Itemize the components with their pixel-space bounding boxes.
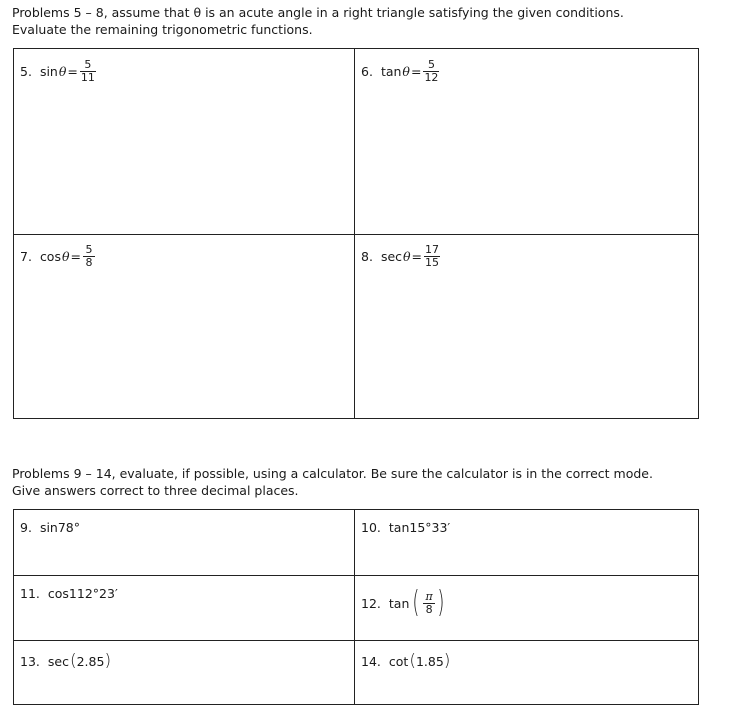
answer-box-6[interactable]	[355, 49, 698, 234]
function-name: cot	[388, 653, 409, 669]
numerator: 5	[84, 58, 92, 71]
problem-8	[361, 244, 440, 269]
equals-sign: =	[70, 249, 81, 264]
expression: sin78°	[39, 520, 81, 535]
problem-number: 8.	[361, 249, 373, 264]
close-paren: )	[437, 585, 445, 620]
denominator: 15	[425, 256, 440, 269]
denominator: 11	[80, 71, 95, 84]
fraction	[80, 59, 96, 84]
problem-number: 12.	[361, 595, 381, 611]
answer-box-13[interactable]	[14, 641, 354, 704]
equals-sign: =	[410, 64, 422, 79]
problem-number: 11.	[20, 586, 40, 601]
function-name: sin	[39, 64, 58, 79]
expression: cos112°23′	[47, 586, 118, 601]
numerator: 17	[425, 243, 440, 256]
function-name: tan	[388, 595, 410, 611]
close-paren: )	[443, 651, 451, 671]
numerator: 5	[85, 243, 93, 256]
equals-sign: =	[67, 64, 78, 79]
answer-box-8[interactable]	[355, 235, 698, 418]
argument: 2.85	[76, 653, 105, 669]
theta-symbol: θ	[58, 64, 67, 79]
argument: 1.85	[415, 653, 444, 669]
answer-box-11[interactable]	[14, 576, 354, 640]
problem-number: 10.	[361, 520, 381, 535]
problem-number: 9.	[20, 520, 32, 535]
problem-number: 7.	[20, 249, 32, 264]
function-name: tan	[380, 64, 402, 79]
function-name: cos	[39, 249, 61, 264]
denominator: 8	[425, 602, 433, 616]
problem-number: 13.	[20, 653, 40, 669]
problem-12	[361, 585, 447, 620]
open-paren: (	[69, 651, 77, 671]
fraction	[83, 244, 95, 269]
theta-symbol: θ	[403, 249, 411, 264]
answer-box-9[interactable]	[14, 510, 354, 575]
theta-symbol: θ	[402, 64, 410, 79]
equals-sign: =	[411, 249, 423, 264]
denominator: 12	[424, 71, 439, 84]
problem-11	[20, 586, 118, 601]
theta-symbol: θ	[61, 249, 70, 264]
numerator: π	[425, 589, 433, 603]
problem-7	[20, 244, 95, 269]
problem-9	[20, 520, 80, 535]
problem-13	[20, 651, 111, 671]
answer-box-7[interactable]	[14, 235, 354, 418]
answer-box-5[interactable]	[14, 49, 354, 234]
answer-box-12[interactable]	[355, 576, 698, 640]
instructions-1-line1: Problems 5 – 8, assume that θ is an acute angle in a right triangle satisfying the given conditions.	[12, 5, 624, 20]
instructions-1-line2: Evaluate the remaining trigonometric functions.	[12, 22, 313, 37]
problem-14	[361, 651, 450, 671]
fraction	[423, 591, 435, 616]
open-paren: (	[409, 651, 416, 671]
numerator: 5	[427, 58, 435, 71]
instructions-1	[12, 4, 624, 38]
expression: tan15°33′	[388, 520, 451, 535]
instructions-2	[12, 465, 653, 499]
open-paren: (	[412, 585, 420, 620]
instructions-2-line1: Problems 9 – 14, evaluate, if possible, using a calculator. Be sure the calculator is in the correct mode.	[12, 466, 653, 481]
function-name: sec	[380, 249, 403, 264]
problem-6	[361, 59, 439, 84]
instructions-2-line2: Give answers correct to three decimal places.	[12, 483, 299, 498]
problems-9-14-grid	[13, 509, 699, 705]
problem-number: 5.	[20, 64, 32, 79]
problem-number: 14.	[361, 653, 381, 669]
problems-5-8-grid	[13, 48, 699, 419]
answer-box-14[interactable]	[355, 641, 698, 704]
fraction	[424, 244, 440, 269]
problem-5	[20, 59, 96, 84]
function-name: sec	[47, 653, 69, 669]
problem-10	[361, 520, 450, 535]
denominator: 8	[85, 256, 93, 269]
close-paren: )	[104, 651, 112, 671]
fraction	[423, 59, 439, 84]
problem-number: 6.	[361, 64, 373, 79]
answer-box-10[interactable]	[355, 510, 698, 575]
